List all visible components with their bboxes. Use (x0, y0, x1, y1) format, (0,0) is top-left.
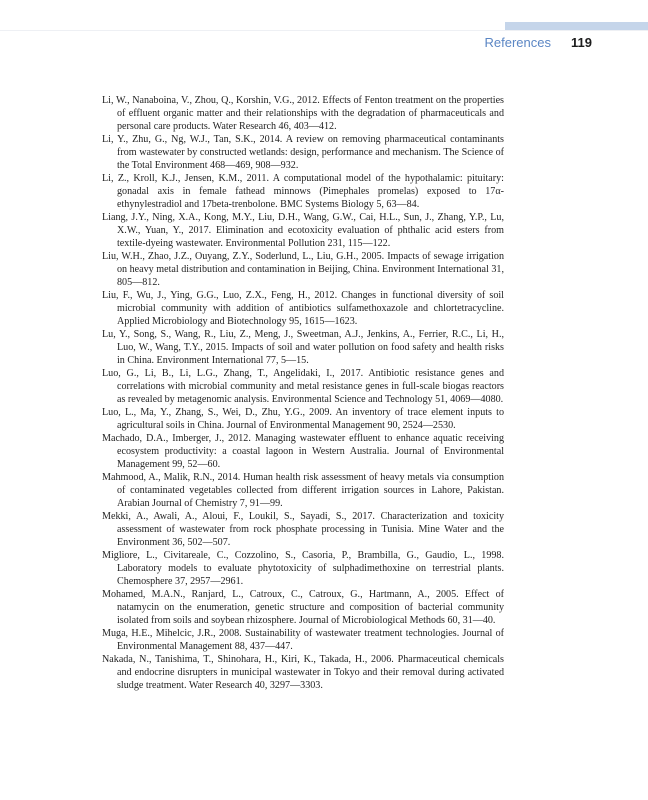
reference-item: Muga, H.E., Mihelcic, J.R., 2008. Sustainability of wastewater treatment technologies. Journal of Environmental Management 88, 437—447. (102, 628, 504, 652)
reference-item: Machado, D.A., Imberger, J., 2012. Managing wastewater effluent to enhance aquatic receiving ecosystem productivity: a coastal lagoon in Western Australia. Journal of Environmental Management 99, 52—60. (102, 433, 504, 470)
reference-item: Li, Y., Zhu, G., Ng, W.J., Tan, S.K., 2014. A review on removing pharmaceutical contaminants from wastewater by constructed wetlands: design, performance and mechanism. The Science of the Total Environment 468—469, 908—932. (102, 134, 504, 171)
reference-item: Migliore, L., Civitareale, C., Cozzolino, S., Casoria, P., Brambilla, G., Gaudio, L., 1998. Laboratory models to evaluate phytotoxicity of sulphadimethoxine on terrestrial plants. Chemosphere 37, 2957—2961. (102, 550, 504, 587)
header-rule (0, 30, 648, 31)
reference-item: Li, W., Nanaboina, V., Zhou, Q., Korshin, V.G., 2012. Effects of Fenton treatment on the properties of effluent organic matter and their relationships with the degradation of pharmaceuticals and personal care products. Water Research 46, 403—412. (102, 95, 504, 132)
header-accent-bar (505, 22, 648, 30)
reference-item: Liu, F., Wu, J., Ying, G.G., Luo, Z.X., Feng, H., 2012. Changes in functional diversity of soil microbial community with addition of antibiotics sulfamethoxazole and chlortetracycline. Applied Microbiology and Biotechnology 95, 1615—1623. (102, 290, 504, 327)
reference-item: Mahmood, A., Malik, R.N., 2014. Human health risk assessment of heavy metals via consumption of contaminated vegetables collected from different irrigation sources in Lahore, Pakistan. Arabian Journal of Chemistry 7, 91—99. (102, 472, 504, 509)
reference-list (102, 94, 504, 692)
running-head: References (484, 35, 551, 50)
page-number-text: 119 (571, 35, 592, 50)
reference-item: Mohamed, M.A.N., Ranjard, L., Catroux, C., Catroux, G., Hartmann, A., 2005. Effect of natamycin on the enumeration, genetic structure and composition of bacterial community isolated from soils and soybean rhizosphere. Journal of Microbiological Methods 60, 31—40. (102, 589, 504, 626)
reference-item: Lu, Y., Song, S., Wang, R., Liu, Z., Meng, J., Sweetman, A.J., Jenkins, A., Ferrier, R.C., Li, H., Luo, W., Wang, T.Y., 2015. Impacts of soil and water pollution on food safety and health risks in China. Environment International 77, 5—15. (102, 329, 504, 366)
reference-item: Mekki, A., Awali, A., Aloui, F., Loukil, S., Sayadi, S., 2017. Characterization and toxicity assessment of wastewater from rock phosphate processing in Tunisia. Mine Water and the Environment 36, 502—507. (102, 511, 504, 548)
reference-item: Luo, G., Li, B., Li, L.G., Zhang, T., Angelidaki, I., 2017. Antibiotic resistance genes and correlations with microbial community and metal resistance genes in full-scale biogas reactors as revealed by metagenomic analysis. Environmental Science and Technology 51, 4069—4080. (102, 368, 504, 405)
reference-item: Luo, L., Ma, Y., Zhang, S., Wei, D., Zhu, Y.G., 2009. An inventory of trace element inputs to agricultural soils in China. Journal of Environmental Management 90, 2524—2530. (102, 407, 504, 431)
reference-item: Nakada, N., Tanishima, T., Shinohara, H., Kiri, K., Takada, H., 2006. Pharmaceutical chemicals and endocrine disrupters in municipal wastewater in Tokyo and their removal during activated sludge treatment. Water Research 40, 3297—3303. (102, 654, 504, 691)
reference-item: Liang, J.Y., Ning, X.A., Kong, M.Y., Liu, D.H., Wang, G.W., Cai, H.L., Sun, J., Zhang, Y.P., Lu, X.W., Yuan, Y., 2017. Elimination and ecotoxicity evaluation of phthalic acid esters from textile-dyeing wastewater. Environmental Pollution 231, 115—122. (102, 212, 504, 249)
reference-item: Liu, W.H., Zhao, J.Z., Ouyang, Z.Y., Soderlund, L., Liu, G.H., 2005. Impacts of sewage irrigation on heavy metal distribution and contamination in Beijing, China. Environment International 31, 805—812. (102, 251, 504, 288)
reference-item: Li, Z., Kroll, K.J., Jensen, K.M., 2011. A computational model of the hypothalamic: pituitary: gonadal axis in female fathead minnows (Pimephales promelas) exposed to 17α-ethynylestradiol and 17beta-trenbolone. BMC Systems Biology 5, 63—84. (102, 173, 504, 210)
